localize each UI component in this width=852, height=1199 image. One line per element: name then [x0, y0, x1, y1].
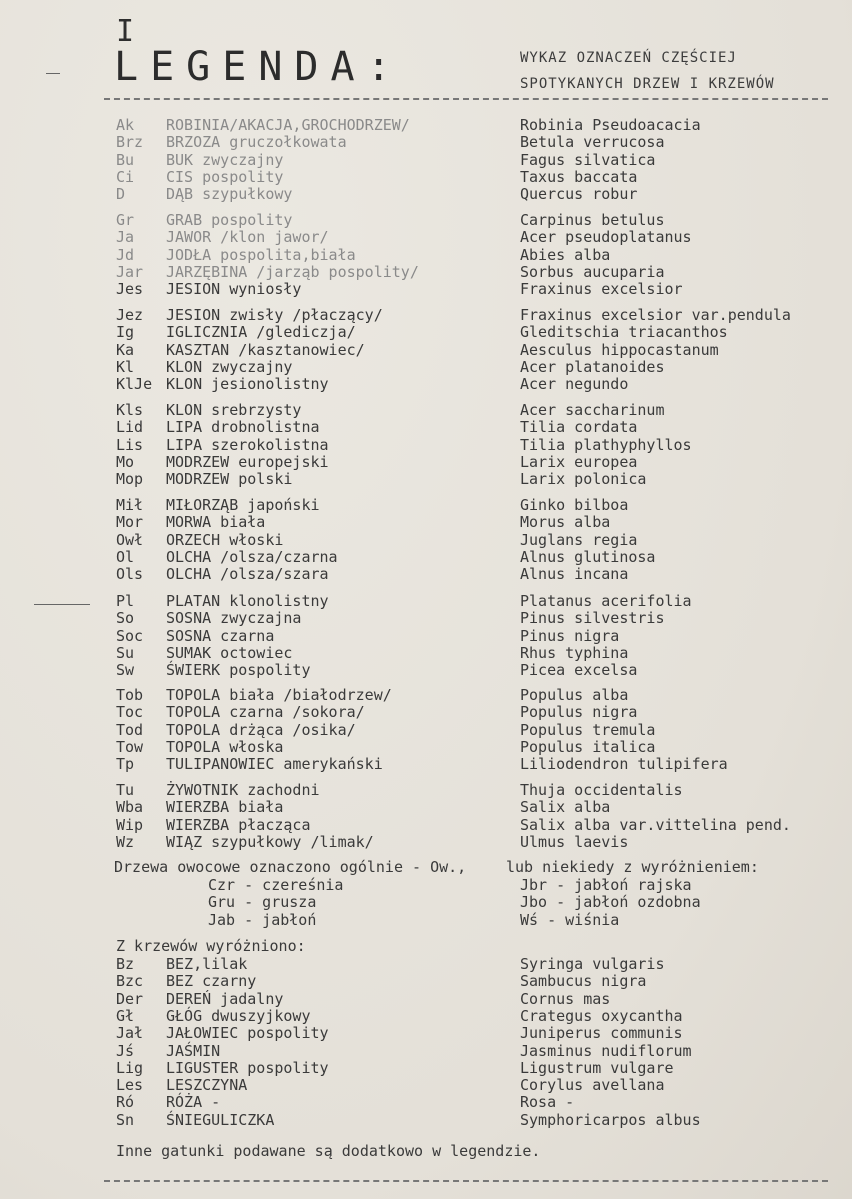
species-abbreviation: Bzc — [116, 972, 144, 991]
legend-row — [0, 497, 852, 514]
species-abbreviation: Jez — [116, 306, 144, 324]
latin-name: Sambucus nigra — [520, 972, 647, 991]
species-abbreviation: Mo — [116, 452, 135, 471]
legend-row — [0, 1112, 852, 1129]
polish-name: OLCHA /olsza/czarna — [166, 547, 338, 566]
polish-name: MODRZEW europejski — [166, 452, 329, 471]
legend-row — [0, 549, 852, 566]
latin-name: Fagus silvatica — [520, 150, 656, 169]
species-abbreviation: So — [116, 609, 135, 628]
latin-name: Quercus robur — [520, 185, 638, 204]
polish-name: ORZECH włoski — [166, 530, 284, 549]
latin-name: Syringa vulgaris — [520, 955, 665, 973]
polish-name: TOPOLA czarna /sokora/ — [166, 703, 365, 722]
polish-name: BUK zwyczajny — [166, 150, 284, 169]
legend-row — [0, 722, 852, 739]
polish-name: OLCHA /olsza/szara — [166, 565, 329, 584]
header-divider — [104, 98, 828, 100]
latin-name: Fraxinus excelsior var.pendula — [520, 306, 791, 324]
fruit-item: Jbo - jabłoń ozdobna — [520, 893, 701, 912]
latin-name: Tilia plathyphyllos — [520, 435, 692, 454]
polish-name: CIS pospolity — [166, 167, 284, 186]
species-abbreviation: Lig — [116, 1058, 144, 1077]
latin-name: Larix polonica — [520, 470, 647, 489]
species-abbreviation: Ak — [116, 116, 135, 134]
latin-name: Populus nigra — [520, 703, 638, 722]
species-abbreviation: Sw — [116, 661, 135, 680]
species-abbreviation: Wip — [116, 815, 144, 834]
polish-name: TOPOLA drżąca /osika/ — [166, 720, 356, 739]
legend-row — [0, 645, 852, 662]
latin-name: Rosa - — [520, 1093, 575, 1112]
legend-row — [0, 1060, 852, 1077]
legend-row — [0, 1077, 852, 1094]
species-abbreviation: Tu — [116, 781, 135, 799]
legend-row — [0, 471, 852, 488]
latin-name: Salix alba — [520, 798, 611, 817]
latin-name: Pinus silvestris — [520, 609, 665, 628]
species-abbreviation: Jś — [116, 1041, 135, 1060]
legend-row — [0, 376, 852, 393]
fruit-item: Jbr - jabłoń rajska — [520, 876, 692, 894]
legend-row — [0, 342, 852, 359]
legend-row — [0, 117, 852, 134]
legend-row — [0, 307, 852, 324]
latin-name: Robinia Pseudoacacia — [520, 116, 701, 134]
latin-name: Acer platanoides — [520, 357, 665, 376]
latin-name: Taxus baccata — [520, 167, 638, 186]
legend-row — [0, 532, 852, 549]
latin-name: Carpinus betulus — [520, 211, 665, 229]
polish-name: MODRZEW polski — [166, 470, 293, 489]
latin-name: Acer saccharinum — [520, 401, 665, 419]
polish-name: WIĄZ szypułkowy /limak/ — [166, 832, 374, 851]
fruit-item: Jab - jabłoń — [208, 910, 317, 929]
legend-row — [0, 229, 852, 246]
species-abbreviation: Mop — [116, 470, 144, 489]
species-abbreviation: Jar — [116, 262, 144, 281]
latin-name: Ulmus laevis — [520, 832, 629, 851]
legend-row — [0, 152, 852, 169]
polish-name: WIERZBA płacząca — [166, 815, 311, 834]
legend-row — [0, 359, 852, 376]
species-abbreviation: Lis — [116, 435, 144, 454]
species-abbreviation: Su — [116, 643, 135, 662]
page-title: LEGENDA: — [114, 44, 403, 90]
legend-row — [0, 1025, 852, 1042]
legend-row — [0, 799, 852, 816]
polish-name: BEZ,lilak — [166, 955, 248, 973]
legend-row — [0, 628, 852, 645]
polish-name: ŚWIERK pospolity — [166, 661, 311, 680]
legend-row — [0, 991, 852, 1008]
species-abbreviation: Kls — [116, 401, 144, 419]
species-abbreviation: Bz — [116, 955, 135, 973]
species-abbreviation: Wz — [116, 832, 135, 851]
latin-name: Sorbus aucuparia — [520, 262, 665, 281]
polish-name: TOPOLA biała /białodrzew/ — [166, 686, 392, 704]
species-abbreviation: Tod — [116, 720, 144, 739]
latin-name: Gleditschia triacanthos — [520, 323, 728, 342]
species-abbreviation: Ja — [116, 228, 135, 247]
legend-row — [0, 756, 852, 773]
polish-name: JAŁOWIEC pospolity — [166, 1024, 329, 1043]
polish-name: WIERZBA biała — [166, 798, 284, 817]
species-abbreviation: KlJe — [116, 375, 153, 394]
legend-row — [0, 834, 852, 851]
polish-name: SOSNA zwyczajna — [166, 609, 302, 628]
polish-name: BRZOZA gruczołkowata — [166, 133, 347, 152]
polish-name: PLATAN klonolistny — [166, 592, 329, 610]
species-abbreviation: Jd — [116, 245, 135, 264]
latin-name: Thuja occidentalis — [520, 781, 683, 799]
latin-name: Crategus oxycantha — [520, 1006, 683, 1025]
polish-name: DEREŃ jadalny — [166, 989, 284, 1008]
latin-name: Tilia cordata — [520, 418, 638, 437]
legend-row — [0, 817, 852, 834]
latin-name: Acer negundo — [520, 375, 629, 394]
polish-name: ŚNIEGULICZKA — [166, 1110, 275, 1129]
latin-name: Acer pseudoplatanus — [520, 228, 692, 247]
legend-row — [0, 454, 852, 471]
species-abbreviation: Ka — [116, 340, 135, 359]
legend-row — [0, 973, 852, 990]
legend-row — [0, 514, 852, 531]
legend-row — [0, 1008, 852, 1025]
fruit-intro: Drzewa owocowe oznaczono ogólnie - Ow., — [114, 858, 467, 876]
polish-name: JAWOR /klon jawor/ — [166, 228, 329, 247]
species-abbreviation: Tow — [116, 737, 144, 756]
latin-name: Platanus acerifolia — [520, 592, 692, 610]
species-abbreviation: Gr — [116, 211, 135, 229]
species-abbreviation: Ols — [116, 565, 144, 584]
legend-row — [0, 739, 852, 756]
legend-row — [0, 212, 852, 229]
legend-row — [0, 134, 852, 151]
species-abbreviation: Brz — [116, 133, 144, 152]
latin-name: Alnus incana — [520, 565, 629, 584]
latin-name: Jasminus nudiflorum — [520, 1041, 692, 1060]
species-abbreviation: Toc — [116, 703, 144, 722]
species-abbreviation: Mił — [116, 496, 144, 514]
footer-divider — [104, 1180, 828, 1182]
margin-mark — [46, 73, 60, 74]
species-abbreviation: Ró — [116, 1093, 135, 1112]
legend-row — [0, 186, 852, 203]
latin-name: Populus italica — [520, 737, 656, 756]
legend-row — [0, 247, 852, 264]
footer-note: Inne gatunki podawane są dodatkowo w legendzie. — [116, 1142, 541, 1160]
polish-name: SOSNA czarna — [166, 626, 275, 645]
latin-name: Aesculus hippocastanum — [520, 340, 719, 359]
polish-name: JESION zwisły /płaczący/ — [166, 306, 383, 324]
legend-row — [0, 782, 852, 799]
polish-name: GRAB pospolity — [166, 211, 293, 229]
species-abbreviation: Jes — [116, 280, 144, 299]
legend-row — [0, 704, 852, 721]
polish-name: LIGUSTER pospolity — [166, 1058, 329, 1077]
legend-row — [0, 610, 852, 627]
latin-name: Cornus mas — [520, 989, 611, 1008]
latin-name: Fraxinus excelsior — [520, 280, 683, 299]
latin-name: Picea excelsa — [520, 661, 638, 680]
legend-row — [0, 593, 852, 610]
species-abbreviation: Jał — [116, 1024, 144, 1043]
page-number: I — [116, 14, 135, 49]
species-abbreviation: Pl — [116, 592, 135, 610]
latin-name: Larix europea — [520, 452, 638, 471]
polish-name: KLON zwyczajny — [166, 357, 293, 376]
polish-name: ROBINIA/AKACJA,GROCHODRZEW/ — [166, 116, 410, 134]
latin-name: Rhus typhina — [520, 643, 629, 662]
polish-name: MORWA biała — [166, 513, 266, 532]
species-abbreviation: Ci — [116, 167, 135, 186]
polish-name: JODŁA pospolita,biała — [166, 245, 356, 264]
latin-name: Populus alba — [520, 686, 629, 704]
fruit-intro-continued: lub niekiedy z wyróżnieniem: — [506, 858, 759, 876]
polish-name: RÓŻA - — [166, 1093, 221, 1112]
species-abbreviation: Ig — [116, 323, 135, 342]
polish-name: BEZ czarny — [166, 972, 257, 991]
species-abbreviation: D — [116, 185, 126, 204]
latin-name: Populus tremula — [520, 720, 656, 739]
latin-name: Liliodendron tulipifera — [520, 755, 728, 774]
latin-name: Betula verrucosa — [520, 133, 665, 152]
legend-row — [0, 419, 852, 436]
legend-row — [0, 1094, 852, 1111]
legend-row — [0, 264, 852, 281]
polish-name: TULIPANOWIEC amerykański — [166, 755, 383, 774]
legend-row — [0, 281, 852, 298]
latin-name: Corylus avellana — [520, 1076, 665, 1095]
species-abbreviation: Lid — [116, 418, 144, 437]
species-abbreviation: Gł — [116, 1006, 135, 1025]
polish-name: KASZTAN /kasztanowiec/ — [166, 340, 365, 359]
polish-name: JESION wyniosły — [166, 280, 302, 299]
fruit-item: Wś - wiśnia — [520, 910, 620, 929]
species-abbreviation: Soc — [116, 626, 144, 645]
fruit-item: Czr - czereśnia — [208, 876, 344, 894]
legend-row — [0, 402, 852, 419]
species-abbreviation: Ol — [116, 547, 135, 566]
latin-name: Ligustrum vulgare — [520, 1058, 674, 1077]
species-abbreviation: Bu — [116, 150, 135, 169]
polish-name: LIPA szerokolistna — [166, 435, 329, 454]
species-abbreviation: Tp — [116, 755, 135, 774]
polish-name: GŁÓG dwuszyjkowy — [166, 1006, 311, 1025]
polish-name: SUMAK octowiec — [166, 643, 293, 662]
latin-name: Ginko bilboa — [520, 496, 629, 514]
species-abbreviation: Tob — [116, 686, 144, 704]
latin-name: Abies alba — [520, 245, 611, 264]
polish-name: DĄB szypułkowy — [166, 185, 293, 204]
legend-row — [0, 662, 852, 679]
polish-name: LIPA drobnolistna — [166, 418, 320, 437]
subtitle-line-2: SPOTYKANYCH DRZEW I KRZEWÓW — [520, 76, 775, 92]
polish-name: KLON jesionolistny — [166, 375, 329, 394]
latin-name: Salix alba var.vittelina pend. — [520, 815, 791, 834]
latin-name: Alnus glutinosa — [520, 547, 656, 566]
polish-name: ŻYWOTNIK zachodni — [166, 781, 320, 799]
species-abbreviation: Sn — [116, 1110, 135, 1129]
legend-row — [0, 169, 852, 186]
shrubs-heading: Z krzewów wyróżniono: — [116, 937, 306, 955]
latin-name: Symphoricarpos albus — [520, 1110, 701, 1129]
legend-row — [0, 687, 852, 704]
subtitle-line-1: WYKAZ OZNACZEŃ CZĘŚCIEJ — [520, 50, 737, 66]
latin-name: Morus alba — [520, 513, 611, 532]
species-abbreviation: Les — [116, 1076, 144, 1095]
latin-name: Pinus nigra — [520, 626, 620, 645]
polish-name: LESZCZYNA — [166, 1076, 248, 1095]
polish-name: KLON srebrzysty — [166, 401, 302, 419]
legend-row — [0, 324, 852, 341]
legend-row — [0, 1043, 852, 1060]
polish-name: TOPOLA włoska — [166, 737, 284, 756]
latin-name: Juniperus communis — [520, 1024, 683, 1043]
species-abbreviation: Kl — [116, 357, 135, 376]
species-abbreviation: Owł — [116, 530, 144, 549]
species-abbreviation: Wba — [116, 798, 144, 817]
polish-name: IGLICZNIA /glediczja/ — [166, 323, 356, 342]
polish-name: MIŁORZĄB japoński — [166, 496, 320, 514]
latin-name: Juglans regia — [520, 530, 638, 549]
legend-row — [0, 956, 852, 973]
fruit-item: Gru - grusza — [208, 893, 317, 912]
species-abbreviation: Mor — [116, 513, 144, 532]
species-abbreviation: Der — [116, 989, 144, 1008]
polish-name: JAŚMIN — [166, 1041, 221, 1060]
legend-row — [0, 437, 852, 454]
polish-name: JARZĘBINA /jarząb pospolity/ — [166, 262, 419, 281]
legend-row — [0, 566, 852, 583]
